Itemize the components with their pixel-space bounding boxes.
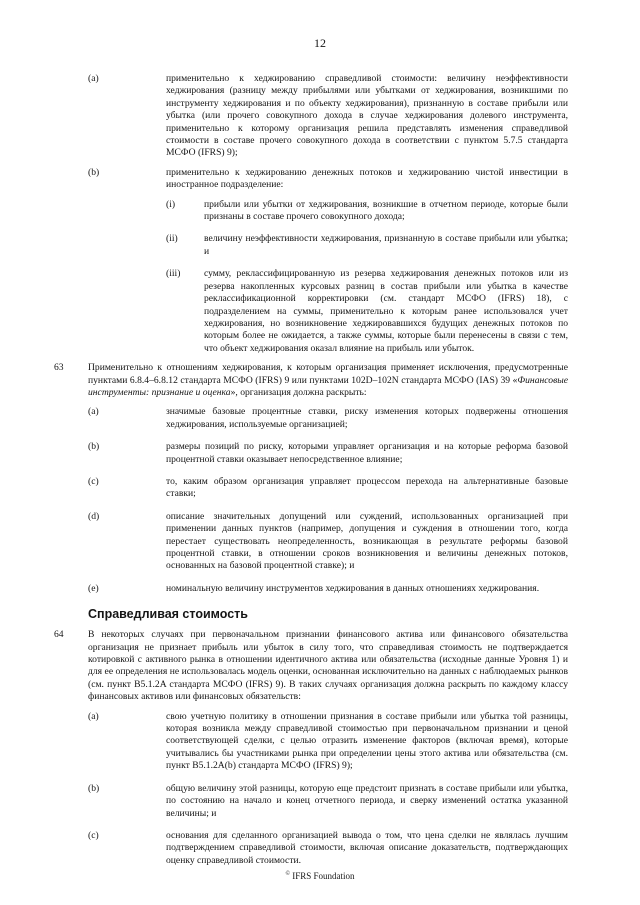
- para64-item-a: [88, 711, 568, 773]
- item-text: номинальную величину инструментов хеджирования в данных отношениях хеджирования.: [166, 582, 540, 594]
- sub-item-text: величину неэффективности хеджирования, признанную в составе прибыли или убытка; и: [204, 233, 568, 257]
- item-label: (e): [88, 582, 99, 594]
- paragraph-text: В некоторых случаях при первоначальном признании финансового актива или финансового обязательства организация не признает прибыль или убыток в силу того, что справедливая стоимость не подтверждается котировкой с активного рынка в отношении идентичного актива или обязательства (исходные данные Уровня 1) и для ее определения не использовалась модель оценки, основанная исключительно на данных с наблюдаемых рынков (см. пункт B5.1.2A стандарта МСФО (IFRS) 9). В таких случаях организация должна раскрыть по каждому классу финансовых активов или финансовых обязательств:: [88, 629, 568, 703]
- para63-item-e: [88, 583, 568, 595]
- sub-item-text: прибыли или убытки от хеджирования, возникшие в отчетном периоде, которые были признаны в составе прочего совокупного дохода;: [204, 198, 568, 223]
- item-text: значимые базовые процентные ставки, риску изменения которых подвержены отношения хеджирования, используемые организацией;: [166, 406, 568, 430]
- item-text: то, каким образом организация управляет процессом перехода на альтернативные базовые ставки;: [166, 475, 568, 500]
- sub-item-iii: [166, 268, 568, 355]
- item-label: (b): [88, 782, 100, 794]
- item-label: (b): [88, 166, 100, 178]
- sub-item-label: (iii): [166, 268, 181, 280]
- paragraph-number: 64: [54, 629, 64, 641]
- item-label: (c): [88, 829, 99, 841]
- paragraph-63: [54, 362, 568, 399]
- paragraph-text-part: Применительно к отношениям хеджирования, к которым организация применяет исключения, предусмотренные пунктами 6.8.4–6.8.12 стандарта МСФО (IFRS) 9 или пунктами 102D–102N стандарта МСФО (IAS) 39 «: [88, 362, 568, 386]
- sub-item-ii: [166, 233, 568, 258]
- sub-item-i: [166, 199, 568, 224]
- item-text: применительно к хеджированию денежных потоков и хеджированию чистой инвестиции в иностранное подразделение:: [166, 166, 568, 191]
- paragraph-text: [88, 362, 568, 399]
- list-item-b-cash-flow: [88, 167, 568, 192]
- item-label: (a): [88, 73, 99, 84]
- paragraph-number: 63: [54, 362, 64, 374]
- item-label: (a): [88, 406, 99, 418]
- item-label: (d): [88, 510, 100, 522]
- page-number: 12: [314, 36, 326, 50]
- para63-item-b: [88, 441, 568, 466]
- para63-item-d: [88, 511, 568, 573]
- copyright-symbol: ©: [285, 871, 291, 877]
- item-text: свою учетную политику в отношении признания в составе прибыли или убытка той разницы, которая возникла между справедливой стоимостью при первоначальном признании и ценой соответствующей сделки, с целью отразить изменение факторов (включая время), которые учитывались бы участниками рынка при определении цены этого актива или обязательства (см. пункт B5.1.2A(b) стандарта МСФО (IFRS) 9);: [166, 710, 568, 772]
- item-label: (c): [88, 475, 99, 487]
- page-footer: [0, 868, 640, 882]
- item-text: применительно к хеджированию справедливой стоимости: величину неэффективности хеджирования (разницу между прибылями или убытками от хеджирования, возникшими по инструменту хеджирования и по объекту хеджирования), признанную в составе прибыли или убытка (или прочего совокупного дохода в случае хеджирования долевого инструмента, применительно к которому организация решила представлять изменения справедливой стоимости в составе прочего совокупного дохода в соответствии с пунктом 5.7.5 стандарта МСФО (IFRS) 9);: [166, 73, 568, 159]
- item-text: общую величину этой разницы, которую еще предстоит признать в составе прибыли или убытка, по состоянию на начало и конец отчетного периода, и сверку изменений остатка указанной величины; и: [166, 782, 568, 819]
- section-heading: Справедливая стоимость: [88, 607, 248, 622]
- item-text: основания для сделанного организацией вывода о том, что цена сделки не являлась лучшим подтверждением справедливой стоимости, включая описание доказательств, подтверждающих оценку справедливой стоимости.: [166, 829, 568, 866]
- sub-item-label: (ii): [166, 233, 178, 245]
- document-body: [54, 73, 568, 867]
- item-text: размеры позиций по риску, которыми управляет организация и на которые реформа базовой процентной ставки оказывает непосредственное влияние;: [166, 441, 568, 465]
- footer-text: IFRS Foundation: [292, 871, 355, 881]
- para63-item-c: [88, 476, 568, 501]
- sub-item-text: сумму, реклассифицированную из резерва хеджирования денежных потоков или из резерва накопленных курсовых разниц в состав прибыли или убытка в качестве реклассификационной корректировки (см. стандарт МСФО (IFRS) 18), с подразделением на суммы, применительно к которым ранее использовался учет хеджирования, но возникновение хеджировавшихся будущих денежных потоков по которым более не ожидается, а также суммы, которые были перенесены в связи с тем, что объект хеджирования оказал влияние на прибыль или убыток.: [204, 268, 568, 354]
- standard-title-italic: Финансовые инструменты: признание и оценка: [88, 374, 568, 398]
- list-item-a-fair-value: [88, 73, 568, 160]
- para64-item-c: [88, 830, 568, 867]
- paragraph-64: [54, 629, 568, 703]
- para64-item-b: [88, 783, 568, 820]
- item-label: (b): [88, 441, 100, 453]
- item-text: описание значительных допущений или суждений, использованных организацией при применении данных пунктов (например, допущения и суждения в отношении того, когда перестает существовать неопределенность, возникающая в результате реформы базовой процентной ставки, в отношении сроков возникновения и величины денежных потоков, основанных на базовой процентной ставке); и: [166, 510, 568, 572]
- para63-item-a: [88, 406, 568, 431]
- paragraph-text-part: », организация должна раскрыть:: [230, 386, 367, 398]
- item-label: (a): [88, 710, 99, 722]
- sub-item-label: (i): [166, 198, 176, 210]
